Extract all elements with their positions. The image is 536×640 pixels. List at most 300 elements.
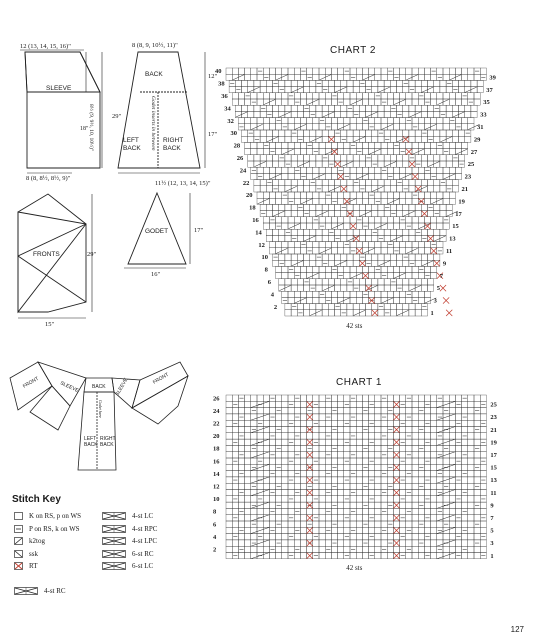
chart2-cell (446, 155, 452, 161)
chart2-cell (437, 149, 443, 155)
chart2-cell (356, 297, 362, 303)
chart1-cell (418, 414, 424, 420)
chart1-cell (269, 445, 275, 451)
chart1-cell (331, 439, 337, 445)
chart1-cell (269, 439, 275, 445)
chart2-cell (269, 68, 275, 74)
chart2-cell (372, 254, 378, 260)
chart1-cell (331, 414, 337, 420)
chart1-cell (462, 420, 468, 426)
chart1-cell (443, 433, 449, 439)
chart1-cell (387, 439, 393, 445)
chart1-cell (406, 439, 412, 445)
chart2-cell (291, 204, 297, 210)
chart2-cell (415, 304, 421, 310)
chart1-cell (282, 490, 288, 496)
chart2-cell (338, 217, 344, 223)
chart1-cell (449, 508, 455, 514)
chart1-cell (443, 471, 449, 477)
chart2-cell (297, 155, 303, 161)
chart2-cell (335, 111, 341, 117)
chart2-cell (291, 310, 297, 316)
chart1-cell (325, 439, 331, 445)
chart1-cell (381, 445, 387, 451)
chart2-cell (468, 118, 474, 124)
chart1-cell (282, 408, 288, 414)
chart2-cell (418, 74, 424, 80)
chart2-cell (310, 161, 316, 167)
chart1-cell (344, 452, 350, 458)
chart1-cell (462, 515, 468, 521)
chart2-cell (328, 130, 334, 136)
chart1-cell (325, 540, 331, 546)
chart1-cell (282, 395, 288, 401)
chart2-cell (384, 130, 390, 136)
chart1-cell (300, 471, 306, 477)
chart1-cell (418, 490, 424, 496)
chart1-cell (232, 471, 238, 477)
chart2-cell (359, 161, 365, 167)
chart2-cell (406, 99, 412, 105)
chart1-cell (387, 395, 393, 401)
chart2-cell (331, 124, 337, 130)
chart1-cell (480, 395, 486, 401)
chart2-cell (297, 279, 303, 285)
chart1-cell (424, 445, 430, 451)
chart1-cell (437, 445, 443, 451)
chart2-cell (353, 211, 359, 217)
chart2-row-label: 35 (483, 99, 490, 107)
chart2-cell (381, 74, 387, 80)
chart1-cell (412, 508, 418, 514)
chart2-cell (257, 93, 263, 99)
chart2-cell (322, 80, 328, 86)
chart1-cell (263, 445, 269, 451)
chart1-cell (437, 496, 443, 502)
chart2-cell (310, 155, 316, 161)
chart2-cell (393, 291, 399, 297)
chart2-cell (338, 291, 344, 297)
chart1-cell (350, 445, 356, 451)
chart2-cell (307, 173, 313, 179)
chart2-cell (468, 74, 474, 80)
chart1-cell (350, 496, 356, 502)
chart1-cell (431, 521, 437, 527)
chart2-cell (350, 93, 356, 99)
chart1-cell (449, 471, 455, 477)
chart2-cell (266, 80, 272, 86)
chart2-cell (390, 130, 396, 136)
chart1-cell (381, 420, 387, 426)
chart2-cell (434, 204, 440, 210)
chart1-cell (319, 553, 325, 559)
chart2-cell (418, 297, 424, 303)
chart2-cell (415, 235, 421, 241)
chart1-cell (443, 508, 449, 514)
chart1-cell (412, 546, 418, 552)
chart2-cell (471, 80, 477, 86)
chart2-cell (440, 229, 446, 235)
chart2-cell (325, 173, 331, 179)
chart1-cell (468, 496, 474, 502)
chart2-cell (300, 248, 306, 254)
chart1-cell (455, 527, 461, 533)
chart2-cell (294, 242, 300, 248)
chart2-cell (437, 217, 443, 223)
chart2-cell (362, 149, 368, 155)
chart1-cell (468, 477, 474, 483)
chart2-cell (390, 80, 396, 86)
chart1-cell (400, 471, 406, 477)
chart2-cell (344, 273, 350, 279)
chart1-cell (424, 508, 430, 514)
chart2-cell (273, 87, 279, 93)
chart1-cell (431, 439, 437, 445)
chart1-cell (319, 515, 325, 521)
chart1-cell (338, 490, 344, 496)
chart2-cell (350, 242, 356, 248)
chart2-cell (288, 248, 294, 254)
chart2-cell (353, 87, 359, 93)
chart1-cell (424, 395, 430, 401)
stitch-key-label: 4-st RC (44, 586, 66, 595)
stitch-key-symbol (14, 512, 23, 520)
chart2-cell (297, 285, 303, 291)
chart1-cell (288, 483, 294, 489)
chart2-cell (282, 198, 288, 204)
chart2-cell (384, 235, 390, 241)
chart1-cell (294, 540, 300, 546)
chart1-cell (282, 553, 288, 559)
chart1-cell (412, 490, 418, 496)
chart1-cell (338, 452, 344, 458)
chart2-cell (440, 87, 446, 93)
chart2-cell (431, 93, 437, 99)
chart1-cell (369, 546, 375, 552)
chart1-cell (313, 546, 319, 552)
chart1-cell (294, 477, 300, 483)
chart2-cell (452, 130, 458, 136)
chart2-row-label: 24 (239, 167, 247, 175)
chart1-cell (251, 433, 257, 439)
chart1-cell (245, 521, 251, 527)
chart2-cell (297, 186, 303, 192)
chart2-cell (412, 93, 418, 99)
chart1-cell (331, 452, 337, 458)
chart1-cell (350, 477, 356, 483)
chart1-cell (269, 515, 275, 521)
chart2-cell (397, 279, 403, 285)
chart1-cell (294, 408, 300, 414)
chart2-cell (328, 279, 334, 285)
chart2-cell (325, 198, 331, 204)
chart1-cell (468, 471, 474, 477)
chart1-cell (381, 427, 387, 433)
chart2-cell (331, 248, 337, 254)
chart1-cell (375, 439, 381, 445)
chart2-cell (393, 68, 399, 74)
chart1-cell (362, 414, 368, 420)
chart1-cell (362, 471, 368, 477)
chart1-row-label: 24 (213, 407, 220, 415)
chart1-cell (344, 483, 350, 489)
chart1-cell (362, 395, 368, 401)
chart2-cell (285, 136, 291, 142)
chart2-cell (400, 142, 406, 148)
chart2-cell (462, 99, 468, 105)
chart1-cell (375, 395, 381, 401)
chart1-cell (418, 395, 424, 401)
chart2-cell (434, 80, 440, 86)
chart2-cell (353, 229, 359, 235)
chart2-cell (440, 155, 446, 161)
chart1-cell (232, 508, 238, 514)
chart2-cell (418, 173, 424, 179)
chart2-cell (369, 242, 375, 248)
chart2-cell (406, 93, 412, 99)
chart2-cell (387, 291, 393, 297)
chart1-cell (418, 496, 424, 502)
chart1-cell (325, 458, 331, 464)
chart1-cell (226, 433, 232, 439)
chart2-cell (273, 180, 279, 186)
chart1-cell (431, 527, 437, 533)
chart2-cell (297, 211, 303, 217)
chart2-cell (328, 235, 334, 241)
chart2-cell (257, 167, 263, 173)
chart2-cell (276, 273, 282, 279)
chart2-cell (378, 111, 384, 117)
chart2-cell (387, 217, 393, 223)
chart2-cell (471, 111, 477, 117)
chart2-cell (316, 105, 322, 111)
cable-4-lpc-icon (102, 537, 126, 545)
chart1-cell (474, 433, 480, 439)
chart1-cell (331, 527, 337, 533)
chart2-cell (279, 254, 285, 260)
chart2-cell (400, 68, 406, 74)
chart1-cell (468, 414, 474, 420)
chart2-cell (304, 155, 310, 161)
chart2-cell (291, 229, 297, 235)
chart2-cell (273, 229, 279, 235)
chart1-row-label: 13 (490, 477, 497, 485)
chart2-cell (449, 167, 455, 173)
chart2-cell (362, 266, 368, 272)
chart1-cell (232, 546, 238, 552)
chart1-cell (431, 546, 437, 552)
chart1-cell (480, 433, 486, 439)
chart2-cell (316, 130, 322, 136)
chart2-cell (359, 105, 365, 111)
left-back-label: LEFT BACK (123, 137, 141, 152)
chart2-cell (437, 167, 443, 173)
chart2-cell (288, 217, 294, 223)
chart1-cell (362, 508, 368, 514)
chart1-row-label: 14 (213, 470, 220, 478)
chart2-cell (409, 310, 415, 316)
chart2-cell (279, 136, 285, 142)
chart1-cell (276, 527, 282, 533)
chart1-cell (424, 527, 430, 533)
chart2-cell (372, 105, 378, 111)
chart1-cell (232, 527, 238, 533)
chart1-cell (313, 540, 319, 546)
chart1-cell (449, 445, 455, 451)
chart1-cell (269, 540, 275, 546)
chart2-cell (366, 130, 372, 136)
chart2-cell (310, 279, 316, 285)
chart2-cell (403, 161, 409, 167)
chart2-cell (406, 242, 412, 248)
chart1-cell (375, 502, 381, 508)
chart2-cell (397, 155, 403, 161)
chart1-cell (406, 521, 412, 527)
chart2-cell (452, 80, 458, 86)
chart2-cell (341, 229, 347, 235)
chart2-cell (279, 180, 285, 186)
chart1-cell (282, 483, 288, 489)
chart2-cell (288, 68, 294, 74)
chart2-cell (409, 136, 415, 142)
chart2-cell (362, 217, 368, 223)
cable-mark (251, 414, 270, 420)
chart2-cell (397, 130, 403, 136)
chart2-cell (434, 186, 440, 192)
chart2-cell (288, 242, 294, 248)
chart2-cell (347, 155, 353, 161)
chart2-cell (344, 217, 350, 223)
chart2-cell (319, 192, 325, 198)
chart2-cell (341, 254, 347, 260)
chart2-cell (335, 204, 341, 210)
chart1-cell (369, 521, 375, 527)
chart2-cell (406, 217, 412, 223)
chart2-cell (266, 130, 272, 136)
chart2-cell (313, 248, 319, 254)
chart1-cell (412, 477, 418, 483)
godet-inserts-note: Godet inserts in between (150, 96, 156, 151)
chart1-cell (375, 515, 381, 521)
chart1-cell (468, 508, 474, 514)
chart1-cell (294, 502, 300, 508)
chart1-cell (344, 464, 350, 470)
chart1-cell (362, 420, 368, 426)
chart2-cell (235, 105, 241, 111)
chart1-cell (480, 445, 486, 451)
chart2-cell (254, 186, 260, 192)
chart2-cell (269, 93, 275, 99)
chart2-cell (328, 105, 334, 111)
chart1-row-label: 2 (213, 546, 217, 554)
chart2-cell (328, 87, 334, 93)
chart2-cell (409, 254, 415, 260)
chart2-cell (400, 124, 406, 130)
chart1-cell (468, 464, 474, 470)
chart2-cell (288, 173, 294, 179)
chart2-cell (440, 186, 446, 192)
chart2-row-label: 10 (261, 254, 268, 262)
chart2-cell (424, 248, 430, 254)
chart1-cell (294, 515, 300, 521)
chart2-cell (285, 105, 291, 111)
chart1-cell (431, 496, 437, 502)
chart1-cell (350, 427, 356, 433)
chart1-cell (375, 496, 381, 502)
cable-mark (437, 553, 456, 559)
chart1-cell (313, 445, 319, 451)
chart1-cell (226, 401, 232, 407)
chart1-cell (412, 433, 418, 439)
chart2-cell (276, 149, 282, 155)
chart1-cell (338, 458, 344, 464)
chart2-cell (304, 260, 310, 266)
chart2-row-label: 29 (473, 136, 481, 144)
chart2-cell (356, 192, 362, 198)
chart1-cell (282, 433, 288, 439)
chart2-cell (304, 186, 310, 192)
chart2-cell (294, 74, 300, 80)
chart1-cell (313, 508, 319, 514)
chart2-cell (409, 235, 415, 241)
chart1-cell (468, 540, 474, 546)
chart1-cell (412, 401, 418, 407)
chart1-cell (381, 521, 387, 527)
chart2-cell (400, 242, 406, 248)
chart1-cell (462, 521, 468, 527)
chart2-cell (266, 235, 272, 241)
chart1-cell (381, 502, 387, 508)
chart1-cell (282, 458, 288, 464)
chart1-cell (276, 508, 282, 514)
chart2-cell (449, 99, 455, 105)
assembled-godet-note: Godet here (98, 400, 103, 418)
chart1-cell (257, 445, 263, 451)
chart2-cell (369, 93, 375, 99)
chart2-cell (415, 136, 421, 142)
chart1-cell (226, 508, 232, 514)
chart2-cell (319, 124, 325, 130)
chart2-cell (459, 80, 465, 86)
chart1-cell (331, 546, 337, 552)
chart2-cell (347, 111, 353, 117)
chart1-cell (257, 471, 263, 477)
chart2-cell (347, 136, 353, 142)
chart1-cell (369, 483, 375, 489)
chart2-cell (335, 254, 341, 260)
chart1-cell (431, 515, 437, 521)
chart2-cell (431, 192, 437, 198)
chart2-cell (384, 285, 390, 291)
chart2-cell (397, 304, 403, 310)
chart1-cell (319, 490, 325, 496)
chart1-cell (344, 540, 350, 546)
chart1-cell (362, 401, 368, 407)
chart2-cell (328, 310, 334, 316)
chart1-cell (319, 464, 325, 470)
chart1-cell (276, 395, 282, 401)
chart1-cell (412, 521, 418, 527)
chart1-cell (362, 490, 368, 496)
chart1-cell (455, 445, 461, 451)
back-side-height: 29" (112, 113, 122, 120)
slash-left-icon (14, 550, 23, 558)
chart1-cell (319, 546, 325, 552)
chart1-cell (400, 521, 406, 527)
chart2-cell (344, 99, 350, 105)
chart2-row-label: 8 (264, 266, 268, 274)
stitch-key-label: ssk (29, 549, 38, 558)
